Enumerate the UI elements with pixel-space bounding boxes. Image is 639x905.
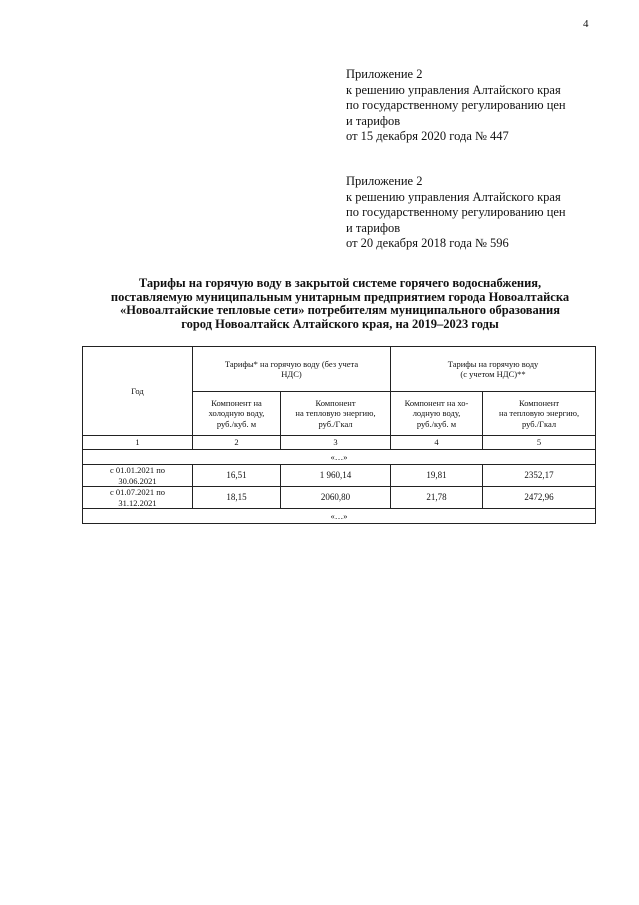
header-cold-water-no-vat bbox=[193, 392, 281, 436]
header-text-line: лодную воду, bbox=[412, 408, 461, 419]
period-line: 30.06.2021 bbox=[118, 475, 157, 486]
header-group-with-vat bbox=[391, 347, 596, 392]
header-text-line: Компонент на хо- bbox=[404, 397, 469, 408]
column-number: 2 bbox=[193, 436, 281, 450]
header-heat-energy-no-vat bbox=[281, 392, 391, 436]
appendix-header-current bbox=[346, 67, 566, 145]
page-number: 4 bbox=[583, 18, 589, 30]
value-cell: 2472,96 bbox=[483, 487, 596, 509]
header-group-no-vat bbox=[193, 347, 391, 392]
table-row bbox=[83, 465, 596, 487]
title-line: Тарифы на горячую воду в закрытой системе горячего водоснабжения, bbox=[138, 276, 542, 290]
appendix-line: и тарифов bbox=[346, 220, 401, 235]
header-text-line: Тарифы* на горячую воду (без учета bbox=[224, 358, 359, 369]
value-cell: 21,78 bbox=[391, 487, 483, 509]
appendix-line: от 20 декабря 2018 года № 596 bbox=[346, 236, 509, 250]
header-text-line: Компонент bbox=[518, 397, 560, 408]
title-line: поставляемую муниципальным унитарным предприятием города Новоалтайска bbox=[110, 289, 570, 304]
header-text-line: руб./Гкал bbox=[318, 418, 353, 429]
period-line: 31.12.2021 bbox=[118, 497, 157, 508]
header-text-line: Тарифы на горячую воду bbox=[447, 358, 539, 369]
column-number: 5 bbox=[483, 436, 596, 450]
value-cell: 2060,80 bbox=[281, 487, 391, 509]
column-number: 1 bbox=[83, 436, 193, 450]
table-header-row bbox=[83, 347, 596, 392]
appendix-line: по государственному регулированию цен bbox=[346, 98, 566, 112]
header-text-line: НДС) bbox=[281, 369, 302, 379]
header-heat-energy-with-vat bbox=[483, 392, 596, 436]
tariff-table bbox=[82, 346, 596, 524]
appendix-line: к решению управления Алтайского края bbox=[346, 189, 561, 204]
column-number: 4 bbox=[391, 436, 483, 450]
value-cell: 18,15 bbox=[193, 487, 281, 509]
appendix-line: к решению управления Алтайского края bbox=[346, 82, 561, 97]
appendix-line: и тарифов bbox=[346, 113, 401, 128]
header-cold-water-with-vat bbox=[391, 392, 483, 436]
title-line: «Новоалтайские тепловые сети» потребителям муниципального образования bbox=[120, 303, 560, 317]
header-year: Год bbox=[83, 347, 193, 436]
appendix-line: Приложение 2 bbox=[346, 67, 423, 81]
header-text-line: Компонент на bbox=[211, 397, 262, 408]
value-cell: 16,51 bbox=[193, 465, 281, 487]
appendix-line: Приложение 2 bbox=[346, 174, 423, 188]
column-number: 3 bbox=[281, 436, 391, 450]
header-text-line: (с учетом НДС)** bbox=[460, 369, 526, 379]
column-number-row bbox=[83, 436, 596, 450]
header-text-line: руб./Гкал bbox=[521, 418, 557, 429]
ellipsis-text: «…» bbox=[83, 509, 596, 524]
header-text-line: Компонент bbox=[315, 397, 356, 408]
appendix-line: по государственному регулированию цен bbox=[346, 205, 566, 219]
header-text-line: руб./куб. м bbox=[416, 418, 457, 429]
period-cell bbox=[83, 465, 193, 487]
title-line: город Новоалтайск Алтайского края, на 2019–2023 годы bbox=[181, 316, 499, 331]
appendix-header-previous bbox=[346, 174, 566, 252]
period-line: с 01.07.2021 по bbox=[109, 487, 166, 497]
header-text-line: холодную воду, bbox=[208, 408, 265, 419]
value-cell: 19,81 bbox=[391, 465, 483, 487]
omitted-rows-marker bbox=[83, 450, 596, 465]
period-cell bbox=[83, 487, 193, 509]
header-text-line: на тепловую энергию, bbox=[498, 408, 580, 419]
period-line: с 01.01.2021 по bbox=[109, 465, 166, 475]
document-title bbox=[60, 277, 620, 331]
omitted-rows-marker bbox=[83, 509, 596, 524]
ellipsis-text: «…» bbox=[83, 450, 596, 465]
table-row bbox=[83, 487, 596, 509]
value-cell: 2352,17 bbox=[483, 465, 596, 487]
value-cell: 1 960,14 bbox=[281, 465, 391, 487]
header-text-line: на тепловую энергию, bbox=[295, 408, 376, 419]
appendix-line: от 15 декабря 2020 года № 447 bbox=[346, 129, 509, 143]
header-text-line: руб./куб. м bbox=[216, 418, 257, 429]
